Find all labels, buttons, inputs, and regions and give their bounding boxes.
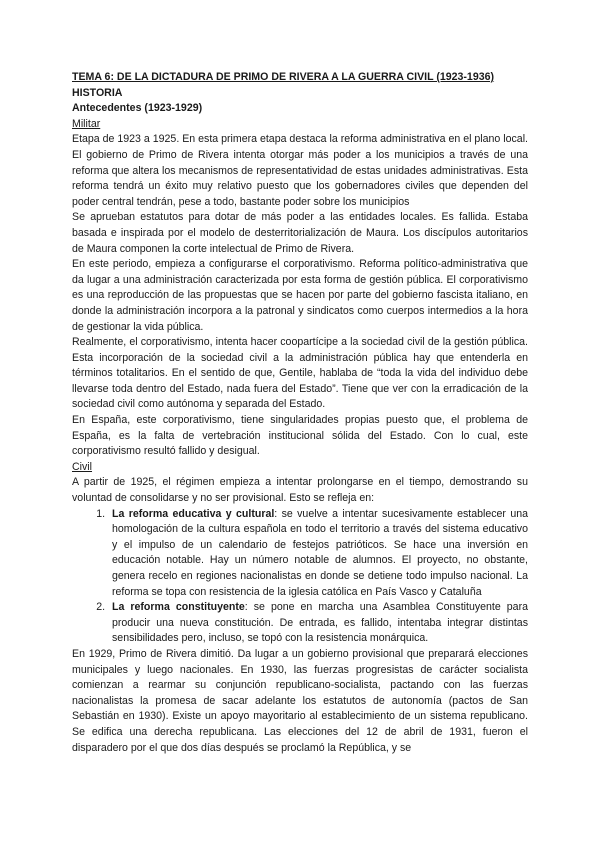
civil-heading: Civil [72,460,93,473]
militar-heading: Militar [72,117,101,130]
militar-paragraph-1: Etapa de 1923 a 1925. En esta primera etapa destaca la reforma administrativa en el plano local. El gobierno de Primo de Rivera intenta otorgar más poder a los municipios a través de una reforma que altera los mecanismos de representatividad de estas unidades administrativas. Esta reforma tendrá un éxito muy relativo puesto que los gobernadores civiles que dependen del poder central tendrán, pese a todo, bastante poder sobre los municipios [72,133,528,208]
section-heading: HISTORIA [72,86,123,99]
civil-list [72,507,528,647]
civil-item-title: La reforma constituyente [112,601,245,614]
civil-item-text: : se vuelve a intentar sucesivamente establecer una homologación de la cultura española en todo el territorio a través del sistema educativo y el impulso de un calendario de festejos patrióticos. Se hace una inversión en educación notable. Hay un número notable de alumnos. El proyecto, no obstante, genera recelo en regiones nacionalistas en donde se detiene todo impulso nacional. La reforma se topa con resistencia de la iglesia católica en País Vasco y Cataluña [112,507,528,598]
subsection-heading: Antecedentes (1923-1929) [72,102,203,115]
civil-intro: A partir de 1925, el régimen empieza a intentar prolongarse en el tiempo, demostrando su voluntad de consolidarse y no ser provisional. Esto se refleja en: [72,476,528,505]
militar-paragraph-3: En este periodo, empieza a configurarse el corporativismo. Reforma político-administrativa que da lugar a una administración caracterizada por esta forma de gestión pública. El corporativismo es una reproducción de las propuestas que se hacen por parte del gobierno fascista italiano, en donde la administración incorpora a la patronal y sindicatos como cuerpos intermedios a la hora de gestionar la vida pública. [72,258,528,333]
civil-list-item [108,507,528,601]
militar-paragraph-5: En España, este corporativismo, tiene singularidades propias puesto que, el problema de España, es la falta de vertebración institucional sólida del Estado. Con lo cual, este corporativismo resultó fallido y desigual. [72,414,528,458]
closing-paragraph: En 1929, Primo de Rivera dimitió. Da lugar a un gobierno provisional que preparará elecciones municipales y luego nacionales. En 1930, las fuerzas progresistas de carácter socialista comienzan a rearmar su conjunción republicano-socialista, pactando con las fuerzas nacionalistas la promesa de sacar adelante los estatutos de autonomía (pactos de San Sebastián en 1930). Existe un apoyo mayoritario al establecimiento de un sistema republicano. Se edifica una derecha republicana. Las elecciones del 12 de abril de 1931, fueron el disparadero por el que dos días después se proclamó la República, y se [72,647,528,754]
militar-paragraph-2: Se aprueban estatutos para dotar de más poder a las entidades locales. Es fallida. Estaba basada e inspirada por el modelo de desterritorialización de Maura. Los discípulos autoritarios de Maura componen la corte intelectual de Primo de Rivera. [72,211,528,255]
civil-list-item [108,600,528,647]
militar-paragraph-4: Realmente, el corporativismo, intenta hacer coopartícipe a la sociedad civil de la gestión pública. Esta incorporación de la sociedad civil a la administración pública hay que entenderla en términos totalitarios. En el sentido de que, Gentile, hablaba de “toda la vida del individuo debe llevarse toda dentro del Estado, nada fuera del Estado”. Tiene que ver con la erradicación de la sociedad civil como autónoma y separada del Estado. [72,336,528,411]
civil-item-text: : se pone en marcha una Asamblea Constituyente para producir una nueva constitución. De entrada, es fallido, intentaba integrar distintas sensibilidades pero, incluso, se topó con la resistencia monárquica. [112,601,528,645]
civil-item-title: La reforma educativa y cultural [112,507,275,520]
document-title: TEMA 6: DE LA DICTADURA DE PRIMO DE RIVERA A LA GUERRA CIVIL (1923-1936) [72,71,495,83]
